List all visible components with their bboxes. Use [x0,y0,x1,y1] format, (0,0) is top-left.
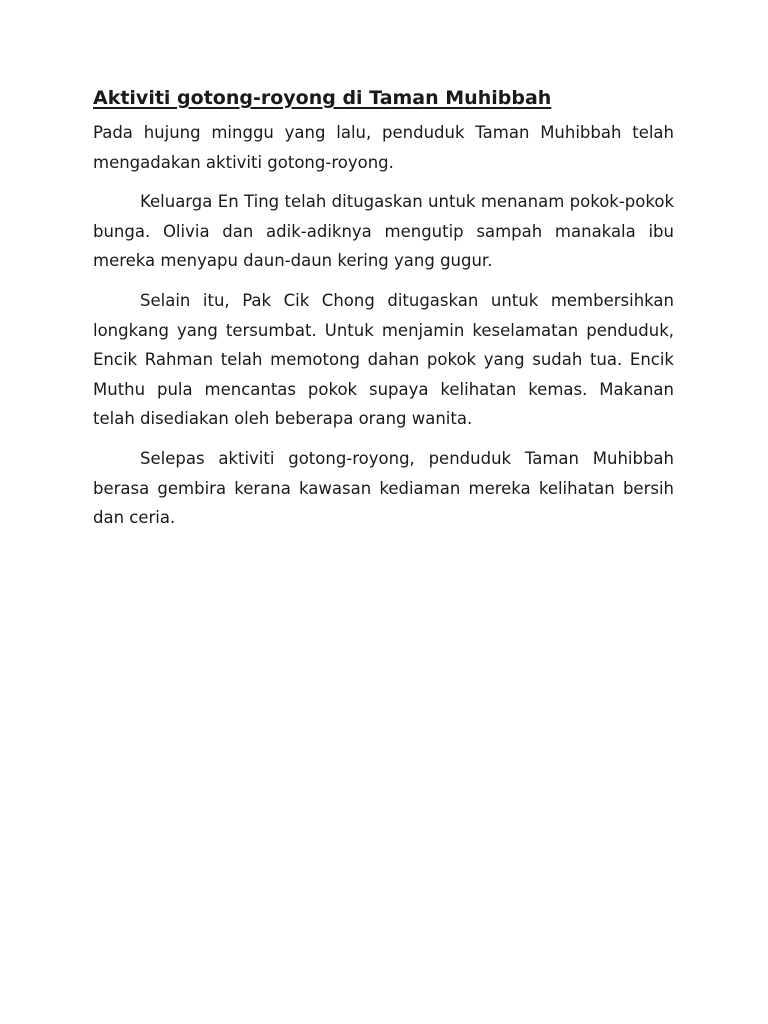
paragraph-other-tasks: Selain itu, Pak Cik Chong ditugaskan untuk membersihkan longkang yang tersumbat. Untuk menjamin keselamatan penduduk, Encik Rahman telah memotong dahan pokok yang sudah tua. Encik Muthu pula mencantas pokok supaya kelihatan kemas. Makanan telah disediakan oleh beberapa orang wanita. [93,290,674,429]
paragraph-intro: Pada hujung minggu yang lalu, penduduk Taman Muhibbah telah mengadakan aktiviti gotong-royong. [93,123,674,172]
paragraph-conclusion: Selepas aktiviti gotong-royong, penduduk Taman Muhibbah berasa gembira kerana kawasan kediaman mereka kelihatan bersih dan ceria. [93,448,674,528]
paragraph-family-tasks: Keluarga En Ting telah ditugaskan untuk menanam pokok-pokok bunga. Olivia dan adik-adiknya mengutip sampah manakala ibu mereka menyapu daun-daun kering yang gugur. [93,192,674,271]
document-body [93,84,674,543]
document-title: Aktiviti gotong-royong di Taman Muhibbah [93,87,552,109]
